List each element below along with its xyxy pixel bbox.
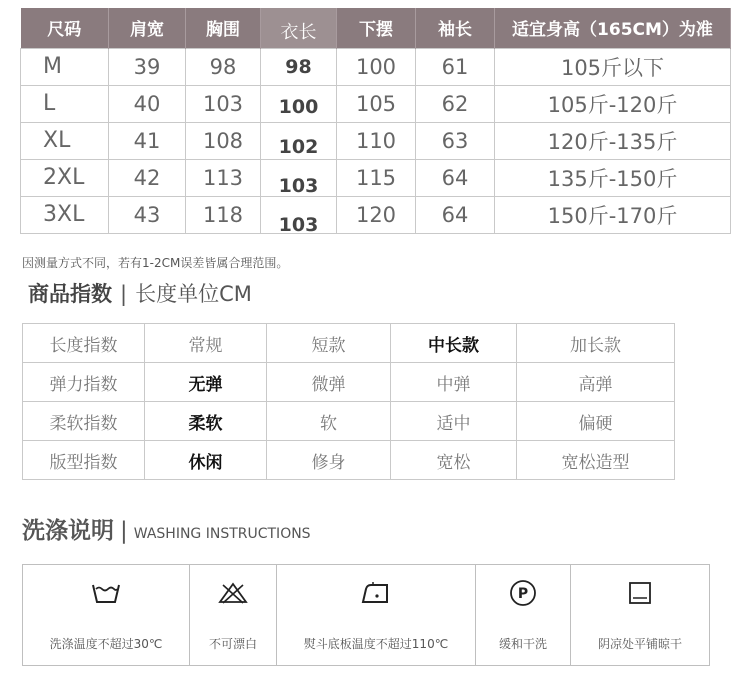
tumble-dry-square-icon [627,565,653,621]
wash-item [476,565,571,665]
table-row [23,363,675,402]
cell-hem: 100 [337,48,416,85]
index-option: 适中 [391,402,517,441]
header-height: 适宜身高（165CM）为准 [495,8,731,48]
index-section-title [28,278,252,308]
cell-chest: 108 [186,122,261,159]
wash-label: 阴凉处平铺晾干 [597,636,682,651]
wash-label: 洗涤温度不超过30℃ [49,636,163,651]
table-row [23,402,675,441]
header-chest: 胸围 [186,8,261,48]
table-row [23,441,675,480]
dry-clean-p-icon [509,565,537,621]
cell-size: 2XL [21,159,109,196]
cell-shoulder: 41 [109,122,186,159]
cell-shoulder: 39 [109,48,186,85]
table-row [21,196,731,233]
index-option: 偏硬 [517,402,675,441]
title-separator: | [120,282,128,306]
index-option: 微弹 [267,363,391,402]
index-option: 软 [267,402,391,441]
wash-item [571,565,709,665]
index-label: 长度指数 [23,324,145,363]
index-option-selected: 休闲 [145,441,267,480]
wash-label: 缓和干洗 [498,636,547,651]
index-label: 弹力指数 [23,363,145,402]
wash-item [277,565,476,665]
wash-item [190,565,277,665]
index-option-selected: 柔软 [145,402,267,441]
svg-text:P: P [517,586,529,602]
title-separator: | [120,518,128,544]
cell-hem: 120 [337,196,416,233]
cell-shoulder: 43 [109,196,186,233]
index-option: 加长款 [517,324,675,363]
table-row [21,85,731,122]
cell-weight: 105斤以下 [495,48,731,85]
size-table-header-row [21,8,731,48]
cell-length: 98 [261,48,337,85]
header-shoulder: 肩宽 [109,8,186,48]
cell-hem: 115 [337,159,416,196]
index-option: 高弹 [517,363,675,402]
index-option: 宽松造型 [517,441,675,480]
index-label: 柔软指数 [23,402,145,441]
no-bleach-icon [218,565,248,621]
wash-label: 熨斗底板温度不超过110℃ [303,636,449,651]
table-row [21,122,731,159]
cell-shoulder: 42 [109,159,186,196]
header-sleeve: 袖长 [416,8,495,48]
cell-size: M [21,48,109,85]
cell-sleeve: 63 [416,122,495,159]
table-row [23,324,675,363]
wash-item [23,565,190,665]
wash-subtitle: WASHING INSTRUCTIONS [133,526,311,542]
index-option: 常规 [145,324,267,363]
cell-sleeve: 64 [416,196,495,233]
cell-hem: 105 [337,85,416,122]
header-size: 尺码 [21,8,109,48]
cell-weight: 105斤-120斤 [495,85,731,122]
cell-weight: 135斤-150斤 [495,159,731,196]
cell-chest: 98 [186,48,261,85]
index-title: 商品指数 [28,282,112,306]
cell-size: XL [21,122,109,159]
cell-sleeve: 62 [416,85,495,122]
cell-weight: 150斤-170斤 [495,196,731,233]
cell-length: 102 [261,122,337,159]
wash-section-title [22,512,311,545]
size-table [20,8,731,234]
measurement-note: 因测量方式不同，若有1-2CM误差皆属合理范围。 [22,256,289,270]
index-option: 短款 [267,324,391,363]
cell-sleeve: 64 [416,159,495,196]
index-label: 版型指数 [23,441,145,480]
wash-tub-icon [91,565,121,621]
index-option: 修身 [267,441,391,480]
cell-size: 3XL [21,196,109,233]
cell-chest: 103 [186,85,261,122]
wash-label: 不可漂白 [208,636,257,651]
cell-chest: 113 [186,159,261,196]
cell-chest: 118 [186,196,261,233]
table-row [21,48,731,85]
index-table [22,323,675,480]
index-subtitle: 长度单位CM [135,282,252,306]
header-hem: 下摆 [337,8,416,48]
index-option-selected: 中长款 [391,324,517,363]
iron-icon [360,565,392,621]
cell-weight: 120斤-135斤 [495,122,731,159]
wash-title: 洗涤说明 [22,518,114,544]
index-option: 中弹 [391,363,517,402]
cell-size: L [21,85,109,122]
table-row [21,159,731,196]
header-length: 衣长 [261,8,337,48]
index-option: 宽松 [391,441,517,480]
index-option-selected: 无弹 [145,363,267,402]
cell-length: 103 [261,159,337,196]
cell-shoulder: 40 [109,85,186,122]
cell-length: 100 [261,85,337,122]
cell-sleeve: 61 [416,48,495,85]
cell-hem: 110 [337,122,416,159]
cell-length: 103 [261,196,337,233]
wash-instructions [22,564,710,666]
